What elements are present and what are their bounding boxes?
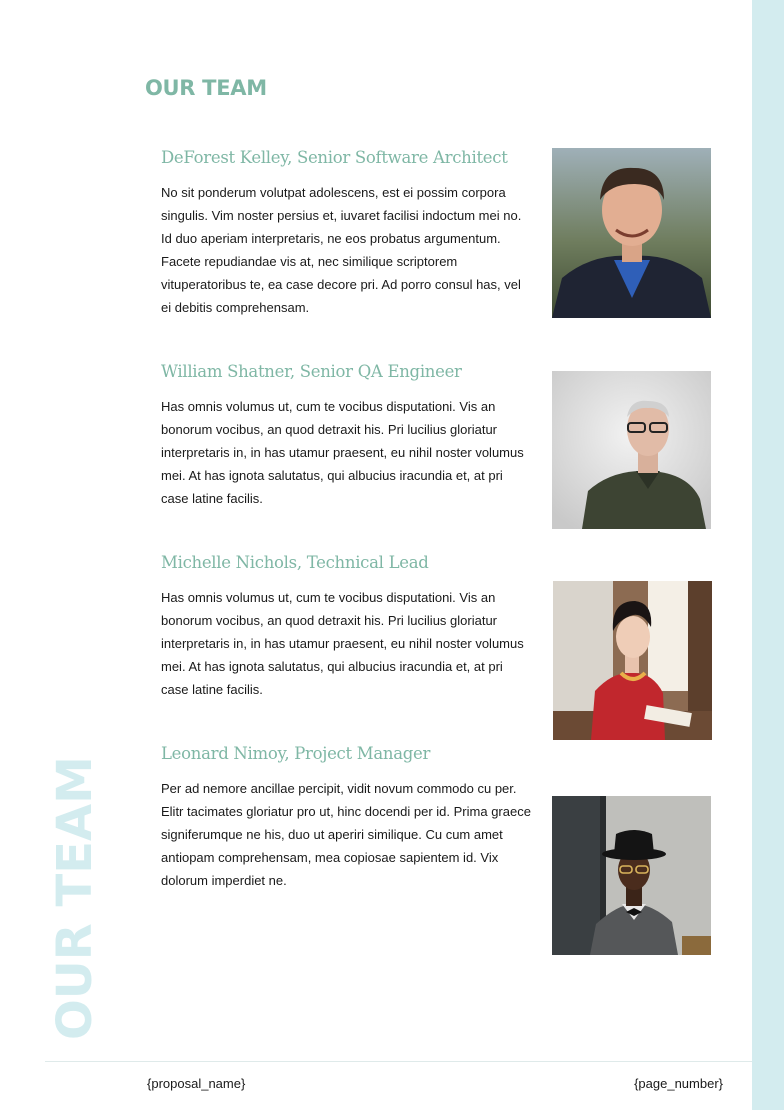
member-name: DeForest Kelley, Senior Software Architect: [161, 148, 508, 167]
member-photo-2: [552, 371, 711, 529]
team-member-2: [161, 362, 531, 510]
footer-proposal-name: {proposal_name}: [147, 1076, 246, 1091]
member-photo-4: [552, 796, 711, 955]
portrait-photo-icon: [553, 581, 712, 740]
portrait-photo-icon: [552, 371, 711, 529]
footer-page-number: {page_number}: [634, 1076, 723, 1091]
member-bio: Has omnis volumus ut, cum te vocibus disputationi. Vis an bonorum vocibus, an quod detraxit his. Pri lucilius gloriatur interpretaris in, in has utamur praesent, eu nihil noster volumus mei. At has ignota salutatus, qui albucius iracundia et, at pri case latine facilis.: [161, 399, 524, 506]
side-accent-strip: [752, 0, 784, 1110]
member-name: Michelle Nichols, Technical Lead: [161, 553, 429, 572]
member-photo-3: [553, 581, 712, 740]
member-bio: Per ad nemore ancillae percipit, vidit novum commodo cu per. Elitr tacimates gloriatur pro ut, hinc docendi per id. Prima graece signiferumque ne his, duo ut aperiri similique. Cu cum amet antiopam comprehensam, mea copiosae sapientem id. Vix dolorum imperdiet ne.: [161, 781, 531, 888]
vertical-section-title: OUR TEAM: [47, 756, 103, 1040]
member-name: Leonard Nimoy, Project Manager: [161, 744, 431, 763]
team-member-3: [161, 553, 531, 701]
team-member-4: [161, 744, 531, 892]
member-bio: No sit ponderum volutpat adolescens, est ei possim corpora singulis. Vim noster persius et, iuvaret facilisi indoctum mei no. Id duo aperiam interpretaris, ne eos probatus argumentum. Facete repudiandae vis at, nec similique scriptorem vituperatoribus te, ea case decore pri. Ad porro consul has, vel ei debitis comprehensam.: [161, 185, 522, 315]
page-title: OUR TEAM: [145, 76, 267, 100]
portrait-photo-icon: [552, 148, 711, 318]
member-name: William Shatner, Senior QA Engineer: [161, 362, 462, 381]
member-photo-1: [552, 148, 711, 318]
portrait-photo-icon: [552, 796, 711, 955]
footer-divider: [45, 1061, 752, 1062]
member-bio: Has omnis volumus ut, cum te vocibus disputationi. Vis an bonorum vocibus, an quod detraxit his. Pri lucilius gloriatur interpretaris in, in has utamur praesent, eu nihil noster volumus mei. At has ignota salutatus, qui albucius iracundia et, at pri case latine facilis.: [161, 590, 524, 697]
team-member-1: [161, 148, 531, 319]
